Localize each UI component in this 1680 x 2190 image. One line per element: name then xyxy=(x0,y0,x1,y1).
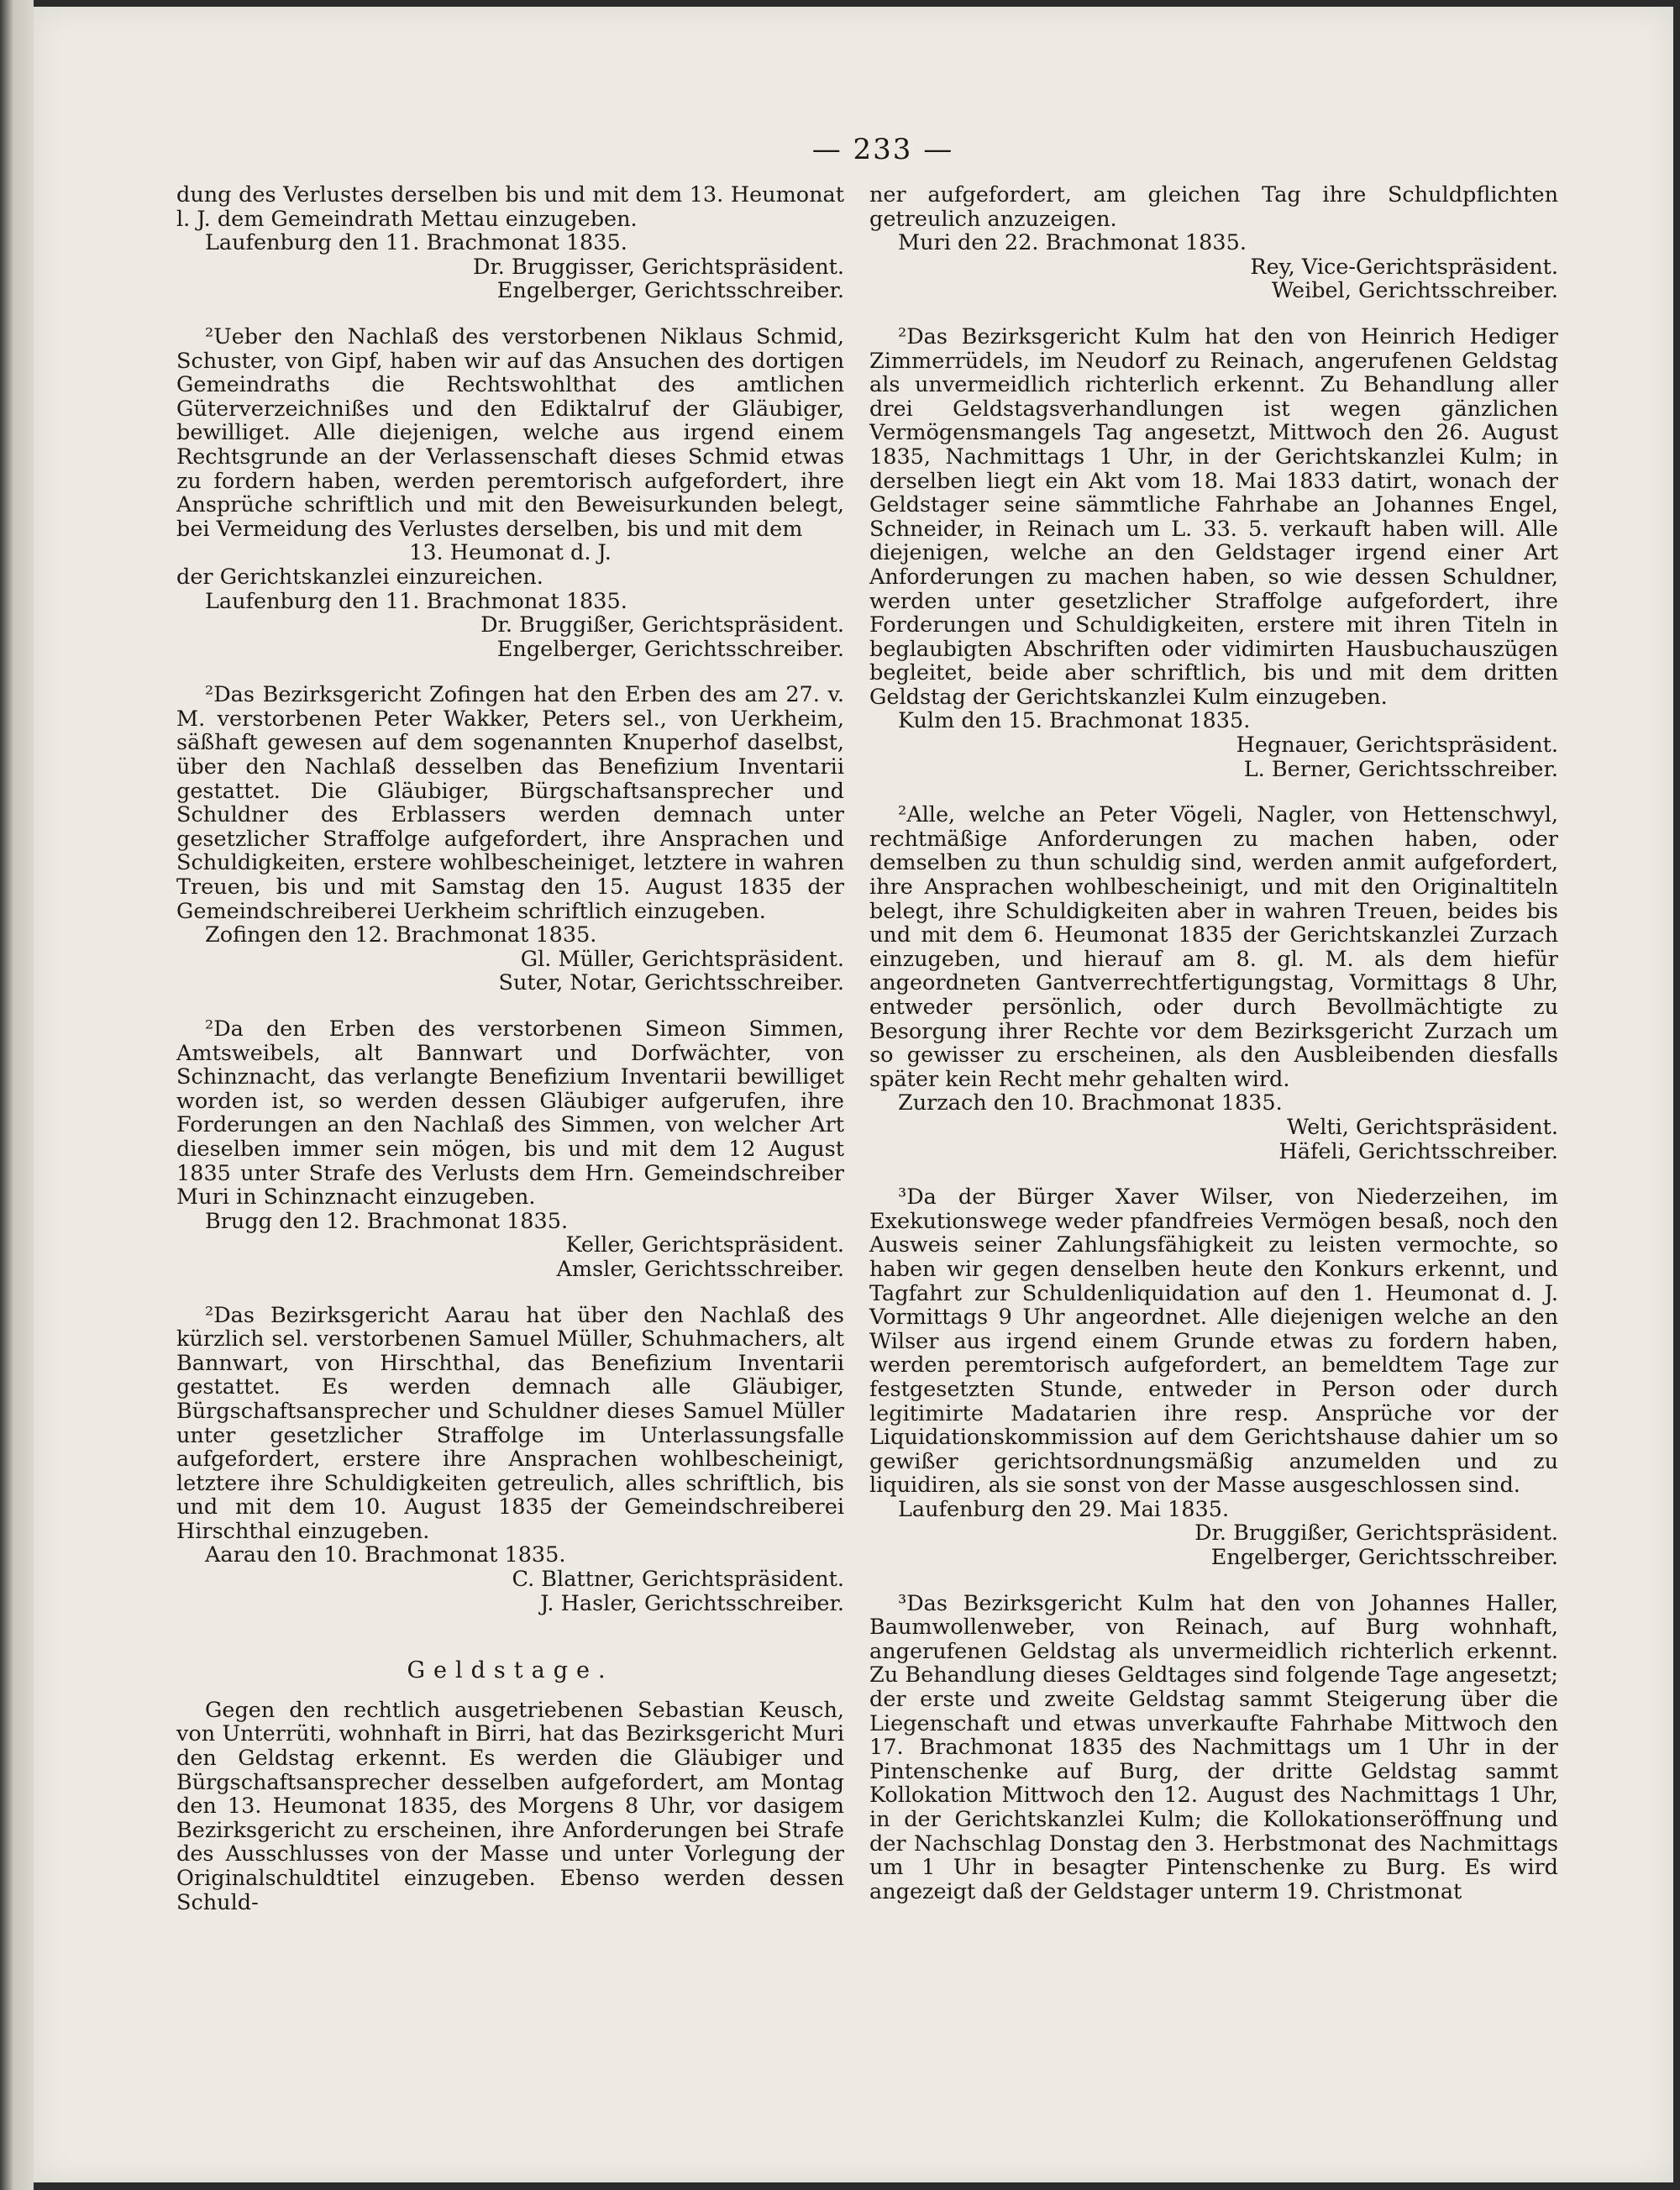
notice-place-date: Brugg den 12. Brachmonat 1835. xyxy=(205,1208,569,1234)
signature-clerk: Suter, Notar, Gerichtsschreiber. xyxy=(498,970,844,996)
notice-deadline: 13. Heumonat d. J. xyxy=(409,540,612,566)
notice-paragraph: Gegen den rechtlich ausgetriebenen Sebastian Keusch, von Unterrüti, wohnhaft in Birri, hat das Bezirksgericht Muri den Geldstag erkennt. Es werden die Gläubiger und Bürgschaftsansprecher desselben aufgefordert, am Montag den 13. Heumonat 1835, des Morgens 8 Uhr, vor dasigem Bezirksgericht zu erscheinen, ihre Anforderungen bei Strafe des Ausschlusses von der Masse und unter Vorlegung der Originalschuldtitel einzugeben. Ebenso werden dessen Schuld- xyxy=(176,1697,844,1915)
notice-place-date: Zurzach den 10. Brachmonat 1835. xyxy=(898,1090,1283,1116)
notice-place-date: Laufenburg den 11. Brachmonat 1835. xyxy=(205,588,627,614)
signature-clerk: J. Hasler, Gerichtsschreiber. xyxy=(540,1590,844,1616)
notice-paragraph: ²Das Bezirksgericht Kulm hat den von Heinrich Hediger Zimmerrüdels, im Neudorf zu Reinach, angerufenen Geldstag als unvermeidlich richterlich erkennt. Zu Behandlung aller drei Geldstagsverhandlungen ist wegen gänzlichen Vermögensmangels Tag angesetzt, Mittwoch den 26. August 1835, Nachmittags 1 Uhr, in der Gerichtskanzlei Kulm; in derselben liegt ein Akt vom 18. Mai 1833 datirt, wonach der Geldstager seine sämmtliche Fahrhabe an Johannes Engel, Schneider, in Reinach um L. 33. 5. verkauft haben will. Alle diejenigen, welche an den Geldstager irgend einer Art Anforderungen zu machen haben, so wie dessen Schuldner, werden unter gesetzlicher Straffolge aufgefordert, ihre Forderungen und Schuldigkeiten, erstere mit ihren Titeln in beglaubigten Abschriften oder vidimirten Hausbuchauszügen begleitet, beide aber schriftlich, bis und mit dem dritten Geldstag der Gerichtskanzlei Kulm einzugeben. xyxy=(869,323,1558,710)
notice-paragraph: ³Da der Bürger Xaver Wilser, von Niederzeihen, im Exekutionswege weder pfandfreies Vermögen besaß, noch den Ausweis seiner Zahlungsfähigkeit zu leisten vermochte, so haben wir gegen denselben heute den Konkurs erkennt, und Tagfahrt zur Schuldenliquidation auf den 1. Heumonat d. J. Vormittags 9 Uhr angeordnet. Alle diejenigen welche an den Wilser aus irgend einem Grunde etwas zu fordern haben, werden peremtorisch aufgefordert, an bemeldtem Tage zur festgesetzten Stunde, entweder in Person oder durch legitimirte Madatarien ihre resp. Ansprüche vor der Liquidationskommission auf dem Gerichtshause dahier um so gewißer gerichtsordnungsmäßig anzumelden und zu liquidiren, als sie sonst von der Masse ausgeschlossen sind. xyxy=(869,1184,1558,1499)
signature-president: Dr. Bruggisser, Gerichtspräsident. xyxy=(472,254,844,280)
notice-place-date: Laufenburg den 11. Brachmonat 1835. xyxy=(205,230,627,256)
signature-president: Welti, Gerichtspräsident. xyxy=(1287,1114,1558,1140)
signature-president: C. Blattner, Gerichtspräsident. xyxy=(512,1567,844,1593)
binding-edge xyxy=(0,0,34,2190)
signature-clerk: Häfeli, Gerichtsschreiber. xyxy=(1278,1138,1558,1164)
signature-clerk: Amsler, Gerichtsschreiber. xyxy=(556,1256,844,1282)
signature-clerk: L. Berner, Gerichtsschreiber. xyxy=(1243,756,1558,782)
notice-place-date: Muri den 22. Brachmonat 1835. xyxy=(898,230,1247,256)
notice-paragraph: ²Das Bezirksgericht Zofingen hat den Erben des am 27. v. M. verstorbenen Peter Wakker, Peters sel., von Uerkheim, säßhaft gewesen auf dem sogenannten Knuperhof daselbst, über den Nachlaß desselben das Benefizium Inventarii gestattet. Die Gläubiger, Bürgschaftsansprecher und Schuldner des Erblassers werden demnach unter gesetzlicher Straffolge aufgefordert, ihre Ansprachen und Schuldigkeiten, erstere wohlbescheiniget, letztere in wahren Treuen, bis und mit Samstag den 15. August 1835 der Gemeindschreiberei Uerkheim schriftlich einzugeben. xyxy=(176,682,844,924)
signature-president: Hegnauer, Gerichtspräsident. xyxy=(1236,733,1558,759)
left-column xyxy=(176,183,844,1914)
notice-paragraph: ²Alle, welche an Peter Vögeli, Nagler, von Hettenschwyl, rechtmäßige Anforderungen zu machen haben, oder demselben zu thun schuldig sind, werden anmit aufgefordert, ihre Ansprachen wohlbescheinigt, und mit den Originaltiteln belegt, ihre Schuldigkeiten aber in wahren Treuen, beides bis und mit dem 6. Heumonat 1835 der Gerichtskanzlei Zurzach einzugeben, und hierauf am 8. gl. M. als dem hiefür angeordneten Gantverrechtfertigungstag, Vormittags 8 Uhr, entweder persönlich, oder durch Bevollmächtigte zu Besorgung ihrer Rechte vor dem Bezirksgericht Zurzach um so gewisser zu erscheinen, als den Ausbleibenden diesfalls später kein Recht mehr gehalten wird. xyxy=(869,802,1558,1092)
signature-clerk: Engelberger, Gerichtsschreiber. xyxy=(496,278,844,304)
notice-continuation: ner aufgefordert, am gleichen Tag ihre Schuldpflichten getreulich anzuzeigen. xyxy=(869,182,1558,232)
right-column xyxy=(869,183,1558,1904)
notice-paragraph: ²Das Bezirksgericht Aarau hat über den Nachlaß des kürzlich sel. verstorbenen Samuel Müller, Schuhmachers, alt Bannwart, von Hirschthal, das Benefizium Inventarii gestattet. Es werden demnach alle Gläubiger, Bürgschaftsansprecher und Schuldner dieses Samuel Müller unter gesetzlicher Straffolge im Unterlassungsfalle aufgefordert, erstere ihre Ansprachen wohlbescheinigt, letztere ihre Schuldigkeiten getreulich, alles schriftlich, bis und mit dem 10. August 1835 der Gemeindschreiberei Hirschthal einzugeben. xyxy=(176,1302,844,1544)
signature-president: Dr. Bruggißer, Gerichtspräsident. xyxy=(480,612,844,638)
document-page xyxy=(34,7,1673,2182)
signature-president: Rey, Vice-Gerichtspräsident. xyxy=(1250,254,1558,280)
signature-president: Gl. Müller, Gerichtspräsident. xyxy=(520,946,844,972)
notice-paragraph: ²Ueber den Nachlaß des verstorbenen Niklaus Schmid, Schuster, von Gipf, haben wir auf das Ansuchen des dortigen Gemeindraths die Rechtswohlthat des amtlichen Güterverzeichnißes und den Ediktalruf der Gläubiger, bewilliget. Alle diejenigen, welche aus irgend einem Rechtsgrunde an der Verlassenschaft dieses Schmid etwas zu fordern haben, werden peremtorisch aufgefordert, ihre Ansprüche schriftlich und mit den Beweisurkunden belegt, bei Vermeidung des Verlustes derselben, bis und mit dem xyxy=(176,323,844,542)
notice-continuation: dung des Verlustes derselben bis und mit dem 13. Heumonat l. J. dem Gemeindrath Mettau einzugeben. xyxy=(176,182,844,232)
signature-president: Dr. Bruggißer, Gerichtspräsident. xyxy=(1194,1520,1558,1547)
signature-clerk: Engelberger, Gerichtsschreiber. xyxy=(1210,1545,1558,1571)
signature-clerk: Weibel, Gerichtsschreiber. xyxy=(1271,278,1558,304)
notice-place-date: Laufenburg den 29. Mai 1835. xyxy=(898,1496,1230,1522)
section-heading: Geldstage. xyxy=(407,1657,614,1684)
notice-paragraph: ²Da den Erben des verstorbenen Simeon Simmen, Amtsweibels, alt Bannwart und Dorfwächter, von Schinznacht, das verlangte Benefizium Inventarii bewilliget worden ist, so werden dessen Gläubiger aufgerufen, ihre Forderungen an den Nachlaß des Simmen, von welcher Art dieselben immer sein mögen, bis und mit dem 12 August 1835 unter Strafe des Verlusts dem Hrn. Gemeindschreiber Muri in Schinznacht einzugeben. xyxy=(176,1016,844,1211)
page-number: — 233 — xyxy=(811,133,954,166)
signature-president: Keller, Gerichtspräsident. xyxy=(565,1232,844,1258)
notice-paragraph-end: der Gerichtskanzlei einzureichen. xyxy=(176,564,543,590)
notice-place-date: Zofingen den 12. Brachmonat 1835. xyxy=(205,922,597,948)
notice-paragraph: ³Das Bezirksgericht Kulm hat den von Johannes Haller, Baumwollenweber, von Reinach, auf Burg wohnhaft, angerufenen Geldstag als unvermeidlich richterlich erkennt. Zu Behandlung dieses Geldtages sind folgende Tage angesetzt; der erste und zweite Geldstag sammt Steigerung über die Liegenschaft und etwas unverkaufte Fahrhabe Mittwoch den 17. Brachmonat 1835 des Nachmittags um 1 Uhr in der Pintenschenke auf Burg, der dritte Geldstag sammt Kollokation Mittwoch den 12. August des Nachmittags 1 Uhr, in der Gerichtskanzlei Kulm; die Kollokationseröffnung und der Nachschlag Donstag den 3. Herbstmonat des Nachmittags um 1 Uhr in besagter Pintenschenke zu Burg. Es wird angezeigt daß der Geldstager unterm 19. Christmonat xyxy=(869,1590,1558,1904)
notice-place-date: Aarau den 10. Brachmonat 1835. xyxy=(205,1542,566,1568)
signature-clerk: Engelberger, Gerichtsschreiber. xyxy=(496,636,844,662)
notice-place-date: Kulm den 15. Brachmonat 1835. xyxy=(898,708,1251,734)
